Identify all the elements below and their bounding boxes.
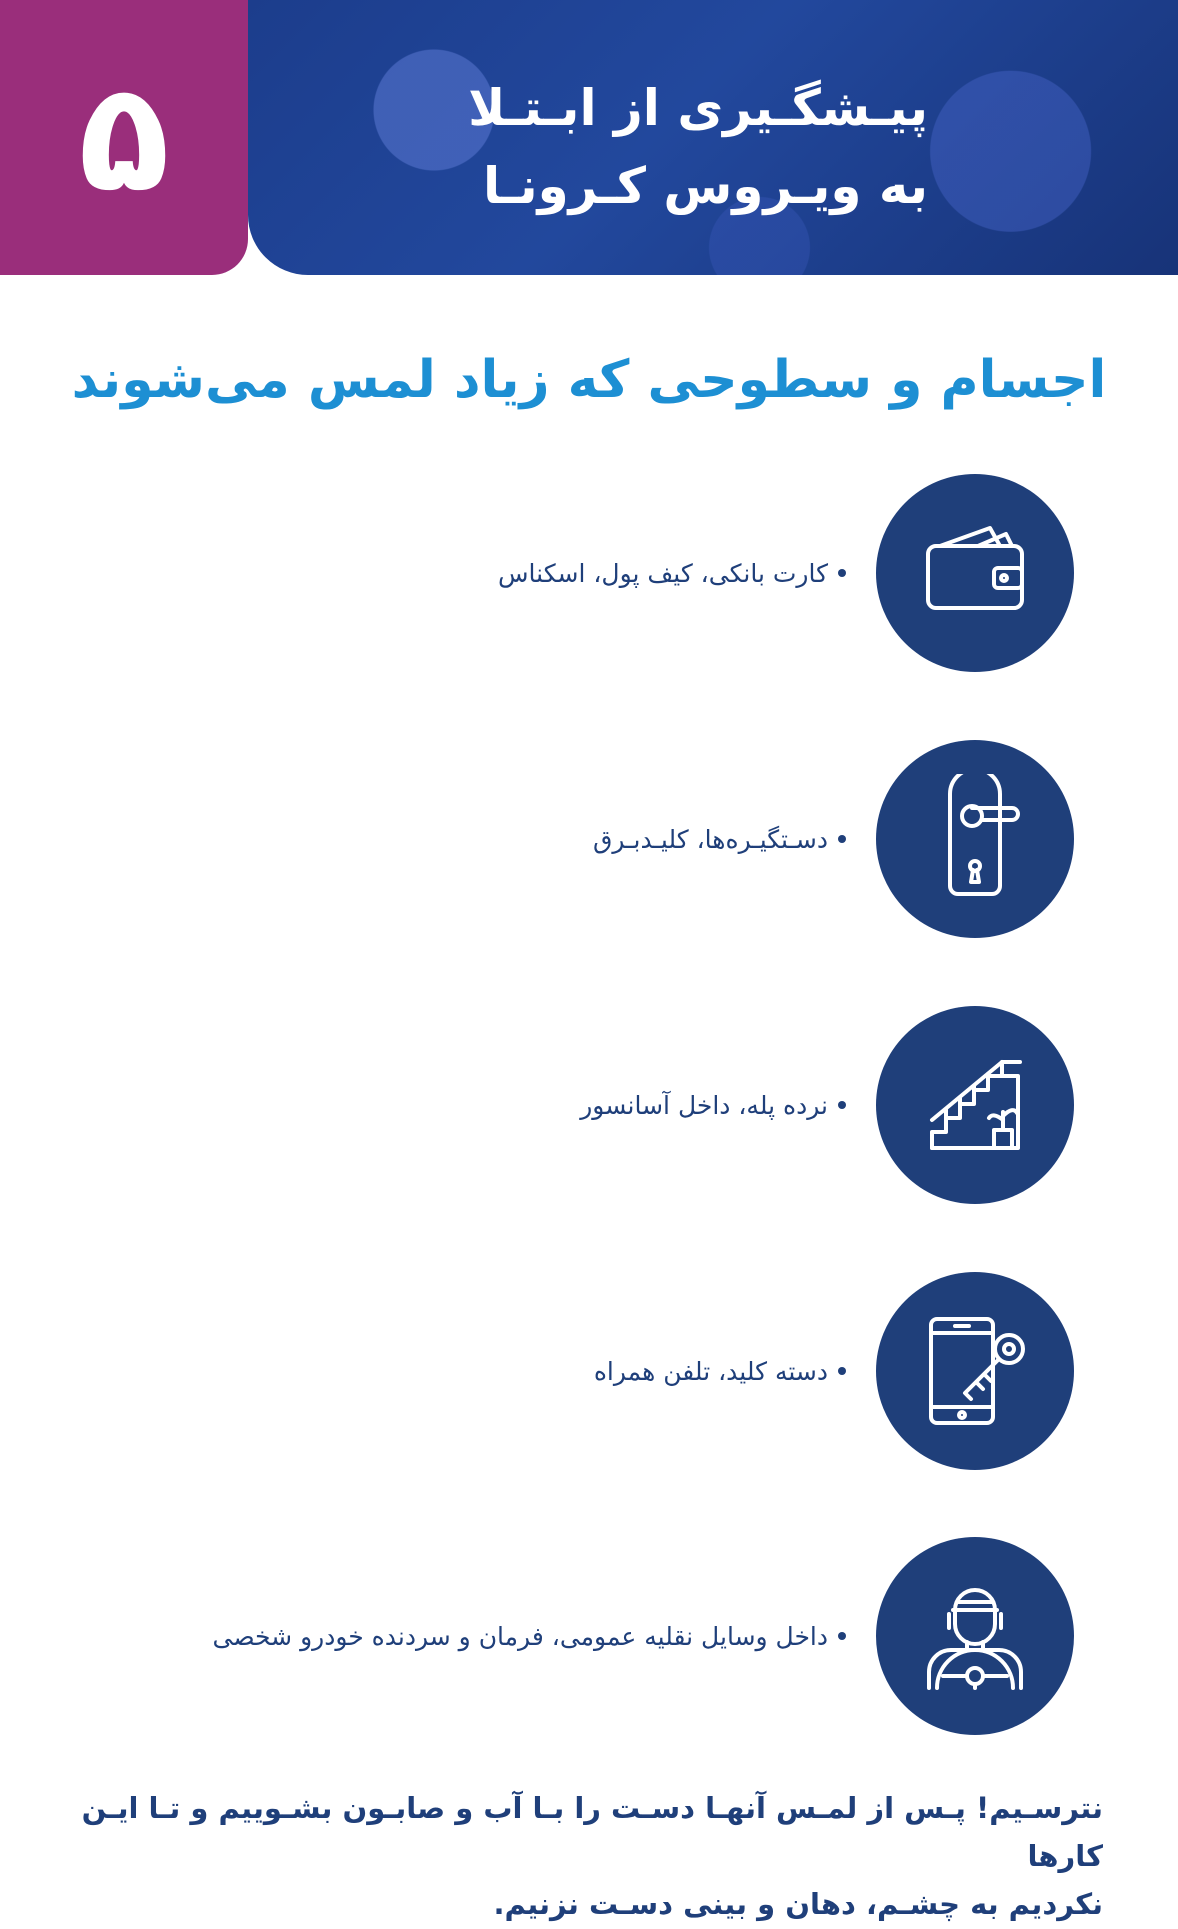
list-item-text: نرده پله، داخل آسانسور	[580, 1090, 828, 1120]
section-subtitle: اجسام و سطوحی که زیاد لمس می‌شوند	[71, 350, 1107, 410]
step-number-box	[0, 0, 248, 275]
wallet-icon	[920, 518, 1030, 628]
list-item-label	[86, 1537, 846, 1735]
bullet-dot	[838, 1367, 846, 1375]
driver-icon-circle	[876, 1537, 1074, 1735]
phone-key-icon-circle	[876, 1272, 1074, 1470]
step-number: ۵	[78, 50, 170, 225]
list-item-label	[86, 740, 846, 938]
page-title-line1: پیـشگـیری از ابـتـلا	[468, 79, 928, 137]
footer-line1: نترسـیم! پـس از لمـس آنهـا دسـت را بـا آب و صابـون بشـوییم و تـا ایـن کارها	[81, 1791, 1103, 1873]
list-item	[84, 1006, 1074, 1204]
footer-note	[73, 1785, 1103, 1929]
bullet-dot	[838, 1101, 846, 1109]
list-item	[84, 1537, 1074, 1735]
list-item-label	[86, 474, 846, 672]
page-title	[408, 70, 928, 225]
stairs-icon	[920, 1050, 1030, 1160]
bullet-dot	[838, 569, 846, 577]
title-banner	[248, 0, 1178, 275]
phone-key-icon	[915, 1311, 1035, 1431]
footer-line2: نکردیم به چشـم، دهان و بینی دسـت نزنیم.	[493, 1886, 1103, 1921]
list-item-text: کارت بانکی، کیف پول، اسکناس	[498, 558, 828, 588]
list-item-label	[86, 1272, 846, 1470]
page-title-line2: به ویـروس کـرونـا	[482, 156, 928, 215]
list-item	[84, 740, 1074, 938]
bullet-dot	[838, 1632, 846, 1640]
door-handle-icon-circle	[876, 740, 1074, 938]
bullet-dot	[838, 835, 846, 843]
list-item-text: دسته کلید، تلفن همراه	[593, 1356, 828, 1386]
door-handle-icon	[920, 774, 1030, 904]
list-item	[84, 1272, 1074, 1470]
list-item-text: داخل وسایل نقلیه عمومی، فرمان و سردنده خودرو شخصی	[212, 1621, 828, 1651]
driver-icon	[915, 1576, 1035, 1696]
list-item-text: دسـتگیـره‌ها، کلیـدبـرق	[593, 824, 828, 854]
wallet-icon-circle	[876, 474, 1074, 672]
list-item	[84, 474, 1074, 672]
header	[0, 0, 1178, 275]
stairs-icon-circle	[876, 1006, 1074, 1204]
list-item-label	[86, 1006, 846, 1204]
